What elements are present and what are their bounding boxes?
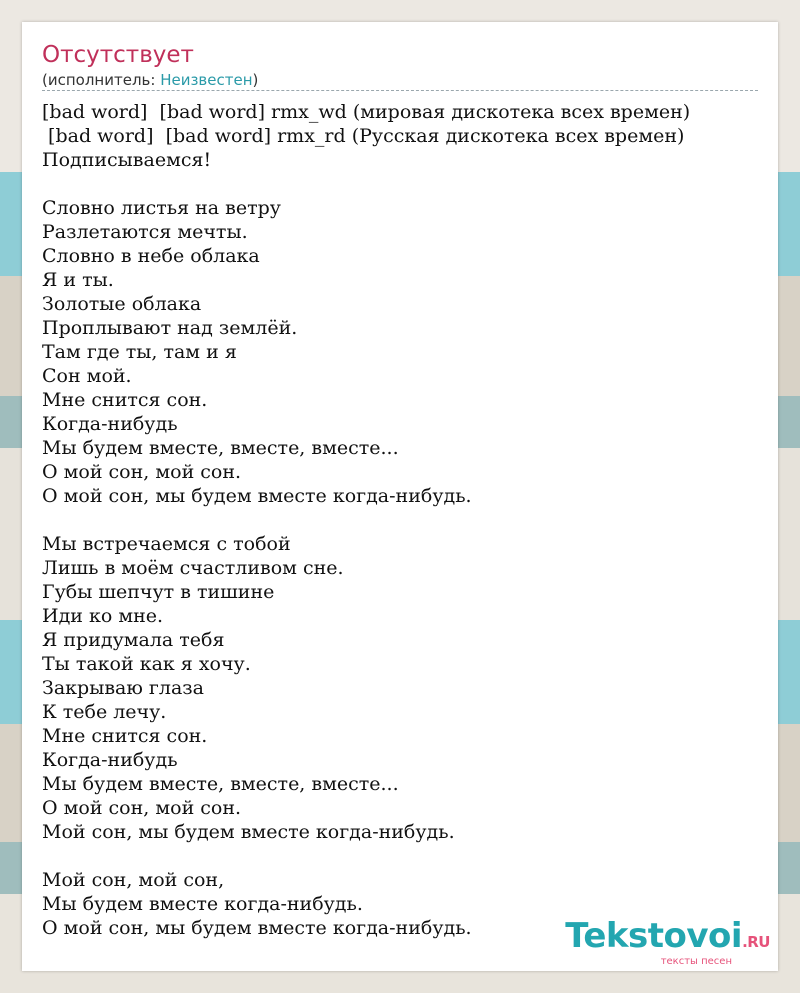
song-title: Отсутствует — [42, 42, 194, 68]
logo-name: Tekstovoi — [565, 916, 743, 956]
artist-prefix: (исполнитель: — [42, 71, 161, 89]
site-logo[interactable] — [565, 918, 770, 967]
artist-link[interactable]: Неизвестен — [160, 71, 253, 89]
logo-wordmark — [565, 918, 770, 960]
dashed-divider — [42, 90, 758, 91]
lyrics-card — [22, 22, 778, 971]
logo-tld: .RU — [742, 933, 770, 951]
lyrics-text: [bad word] [bad word] rmx_wd (мировая дискотека всех времен) [bad word] [bad word] rmx_rd (Русская дискотека всех времен) Подписываемся! Словно листья на ветру Разлетаются мечты. Словно в небе облака Я и ты. Золотые облака Проплывают над землёй. Там где ты, там и я Сон мой. Мне снится сон. Когда-нибудь Мы будем вместе, вместе, вместе... О мой сон, мой сон. О мой сон, мы будем вместе когда-нибудь. Мы встречаемся с тобой Лишь в моём счастливом сне. Губы шепчут в тишине Иди ко мне. Я придумала тебя Ты такой как я хочу. Закрываю глаза К тебе лечу. Мне снится сон. Когда-нибудь Мы будем вместе, вместе, вместе... О мой сон, мой сон. Мой сон, мы будем вместе когда-нибудь. Мой сон, мой сон, Мы будем вместе когда-нибудь. О мой сон, мы будем вместе когда-нибудь. — [42, 101, 691, 939]
logo-tagline: тексты песен — [660, 956, 732, 967]
artist-line — [42, 71, 258, 89]
artist-suffix: ) — [252, 71, 259, 89]
